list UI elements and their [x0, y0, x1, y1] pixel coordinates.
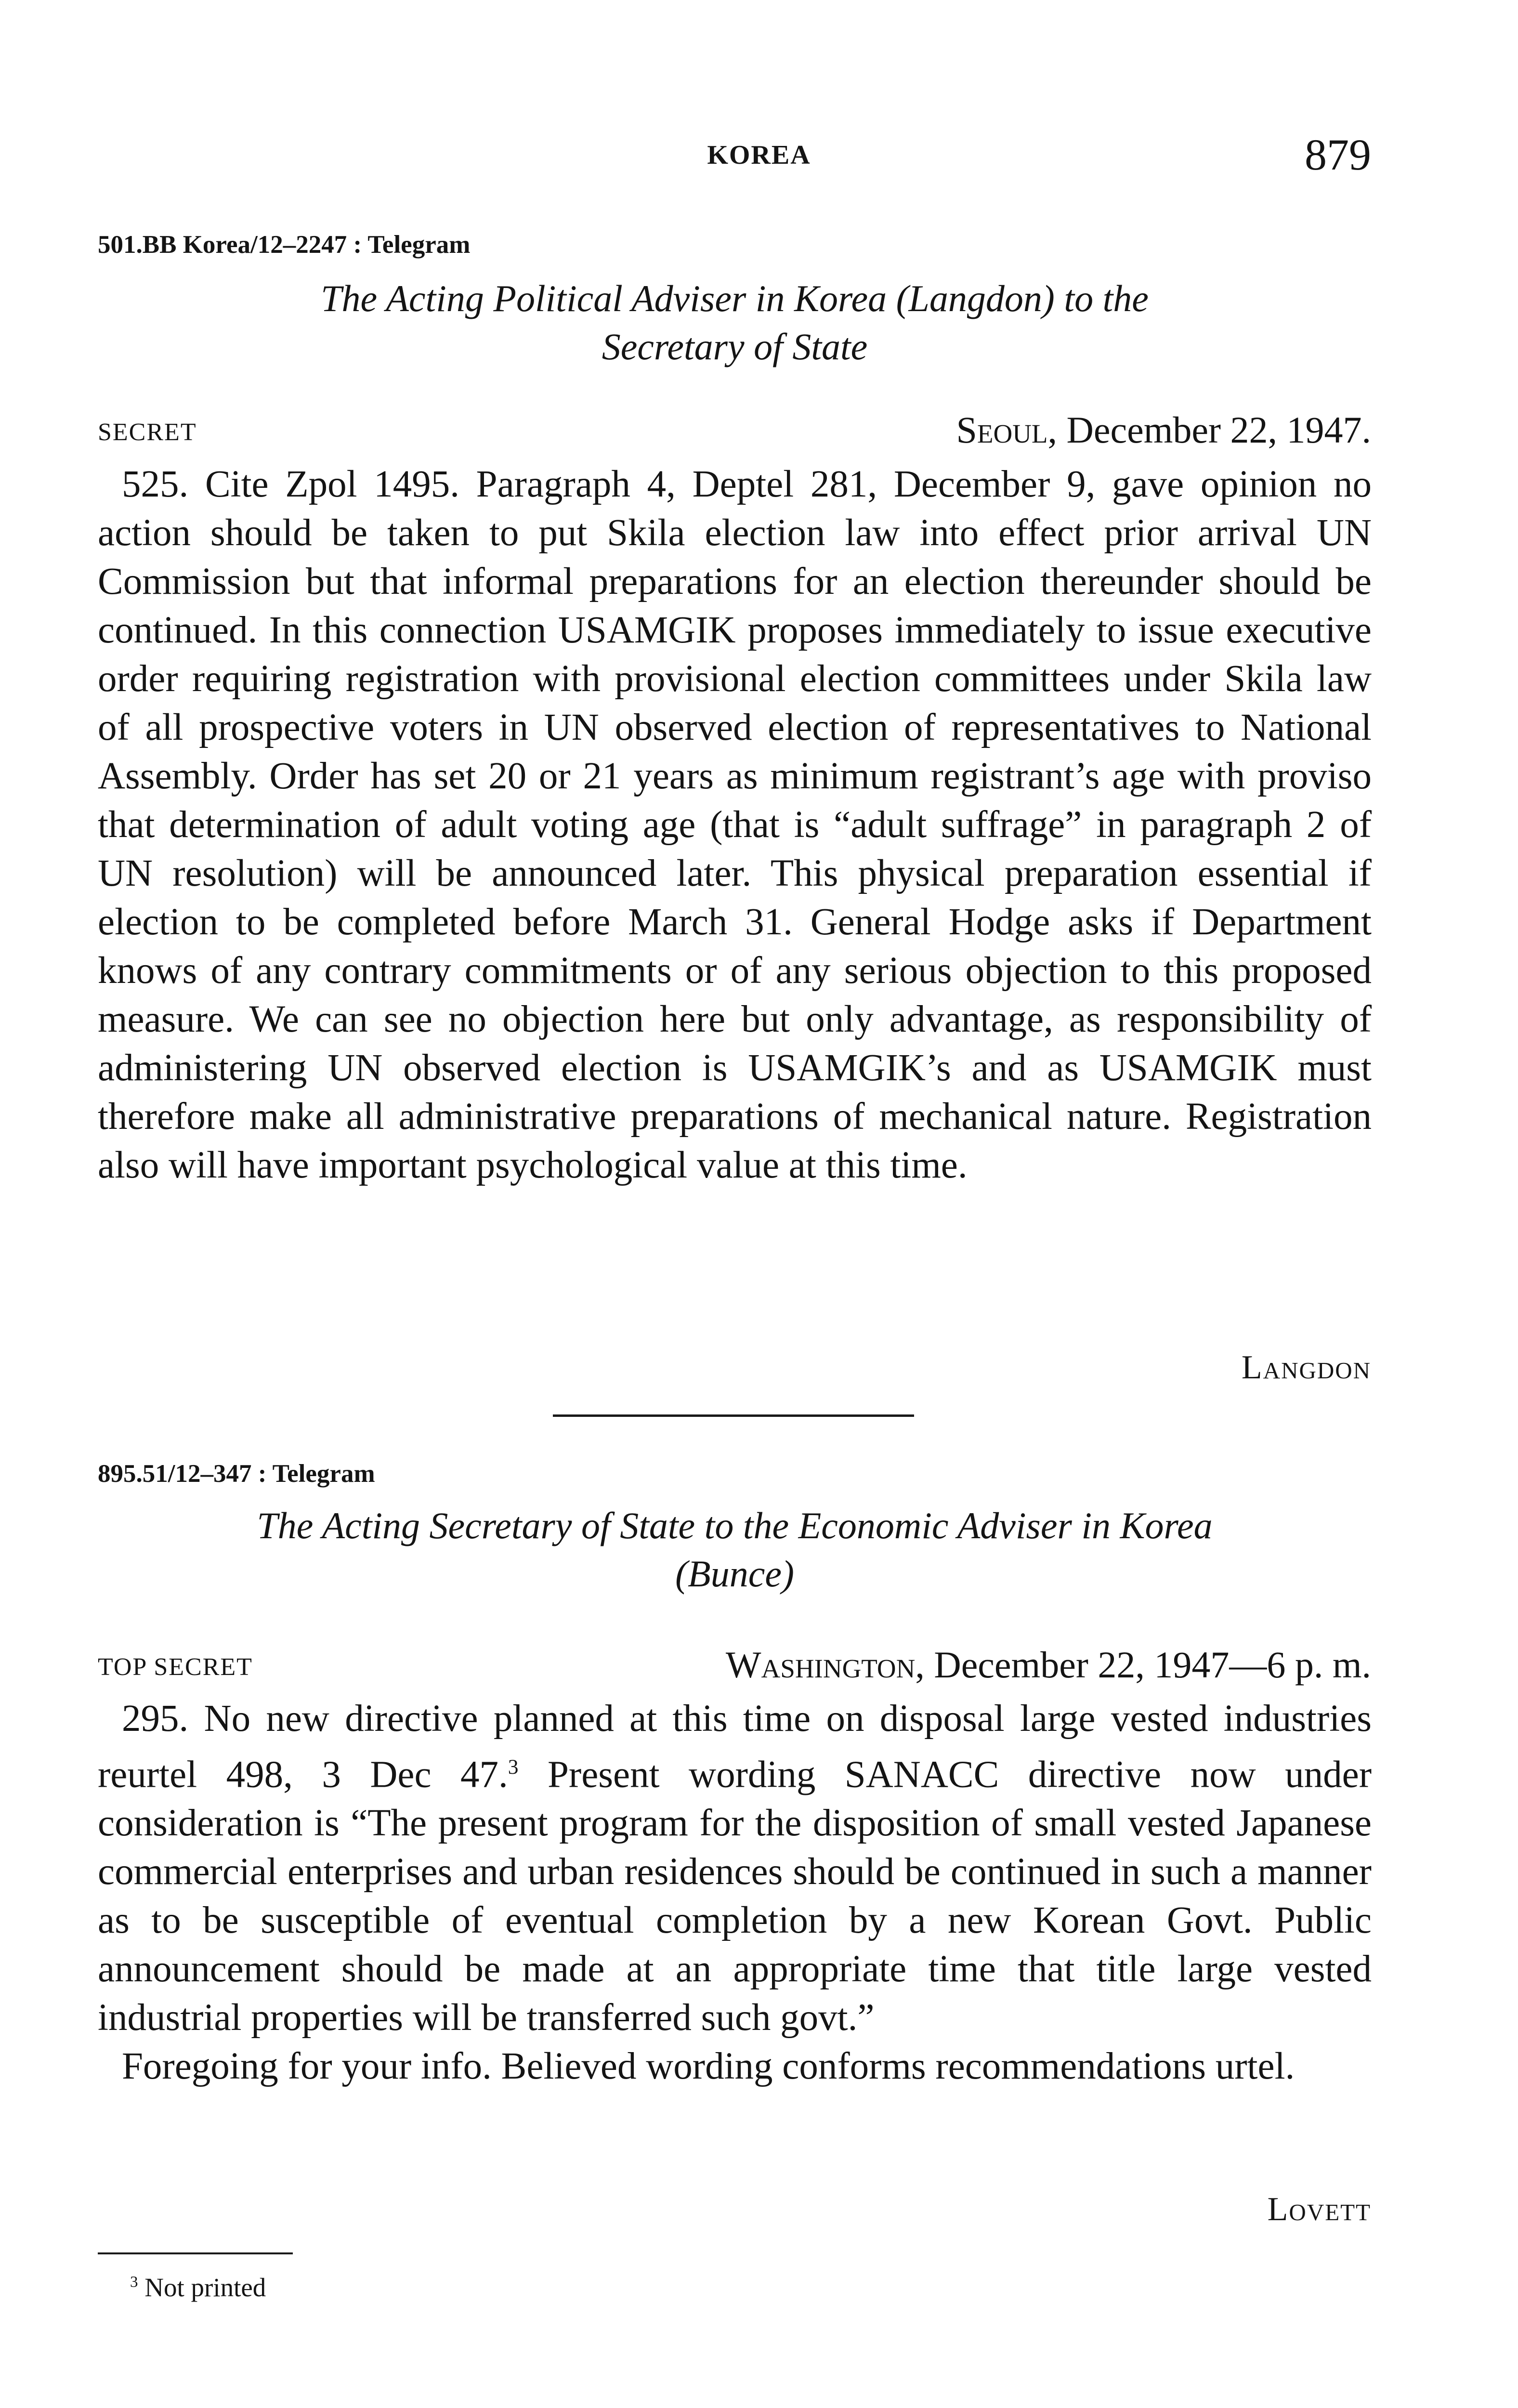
footnote-text: Not printed: [144, 2273, 266, 2302]
doc2-body-paragraph-1: [98, 1694, 1372, 2042]
doc1-classification: SECRET: [98, 419, 197, 446]
doc2-title-line2: (Bunce): [675, 1553, 794, 1595]
doc1-date: , December 22, 1947.: [1047, 409, 1371, 451]
doc1-title-line2: Secretary of State: [602, 326, 868, 367]
footnote-divider: [98, 2252, 293, 2254]
doc2-file-reference: 895.51/12–347 : Telegram: [98, 1460, 375, 1488]
doc2-body: [98, 1694, 1372, 2091]
doc1-body: [98, 460, 1372, 1190]
doc2-date: , December 22, 1947—6 p. m.: [915, 1644, 1371, 1686]
doc2-title-line1: The Acting Secretary of State to the Economic Adviser in Korea: [257, 1505, 1213, 1546]
doc2-body-p1-start: 295. No new directive planned at this time on disposal large vested industries reurtel 498, 3 Dec 47.: [98, 1698, 1372, 1796]
doc1-place: Seoul: [956, 409, 1048, 451]
footnote: [130, 2272, 266, 2303]
doc1-title-line1: The Acting Political Adviser in Korea (Langdon) to the: [321, 277, 1149, 319]
running-header-title: KOREA: [707, 140, 811, 170]
doc2-body-p1-rest: Present wording SANACC directive now under consideration is “The present program for the disposition of small vested Japanese commercial enterprises and urban residences should be continued in such a manner as to be susceptible of eventual completion by a new Korean Govt. Public announcement should be made at an appropriate time that title large vested industrial properties will be transferred such govt.”: [98, 1754, 1372, 2039]
doc1-file-reference: 501.BB Korea/12–2247 : Telegram: [98, 231, 471, 259]
footnote-reference-mark: 3: [508, 1755, 519, 1779]
doc2-dateline: [726, 1643, 1371, 1687]
doc2-title: [98, 1502, 1372, 1598]
page-number: 879: [1305, 130, 1371, 179]
doc2-place: Washington: [725, 1644, 916, 1686]
doc1-dateline: [956, 408, 1371, 452]
doc1-title: [98, 275, 1372, 371]
doc1-body-paragraph: 525. Cite Zpol 1495. Paragraph 4, Deptel 281, December 9, gave opinion no action should be taken to put Skila election law into effect prior arrival UN Commission but that informal preparations for an election thereunder should be continued. In this connection USAMGIK proposes immediately to issue executive order requiring registration with provisional election committees under Skila law of all prospective voters in UN observed election of representatives to National Assembly. Order has set 20 or 21 years as minimum registrant’s age with proviso that determination of adult voting age (that is “adult suffrage” in paragraph 2 of UN resolution) will be announced later. This physical preparation essential if election to be completed before March 31. General Hodge asks if Department knows of any contrary commitments or of any serious objection to this proposed measure. We can see no objection here but only advantage, as responsibility of administering UN observed election is USAMGIK’s and as USAMGIK must therefore make all administrative preparations of mechanical nature. Registration also will have important psychological value at this time.: [98, 463, 1372, 1186]
doc2-body-paragraph-2: Foregoing for your info. Believed wording conforms recommendations urtel.: [122, 2045, 1295, 2088]
section-divider: [553, 1414, 914, 1417]
footnote-mark: 3: [130, 2273, 138, 2291]
doc2-classification: TOP SECRET: [98, 1653, 253, 1681]
doc1-signature: Langdon: [1241, 1349, 1371, 1386]
doc2-signature: Lovett: [1267, 2191, 1371, 2228]
